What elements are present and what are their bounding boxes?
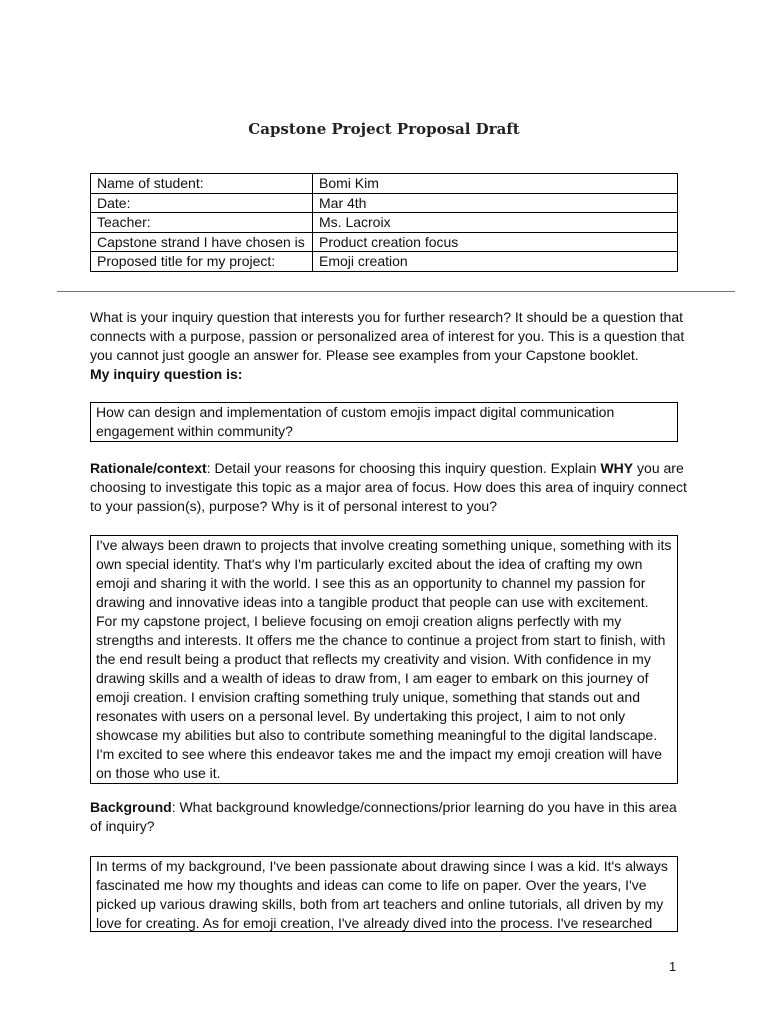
table-row — [91, 252, 678, 272]
inquiry-prompt — [90, 308, 690, 384]
inquiry-heading: My inquiry question is: — [90, 366, 243, 382]
table-value: Product creation focus — [313, 232, 678, 252]
rationale-prompt-text-a: : Detail your reasons for choosing this inquiry question. Explain — [206, 460, 601, 476]
background-label: Background — [90, 799, 172, 815]
table-label: Name of student: — [91, 174, 313, 194]
rationale-answer-box — [90, 535, 678, 784]
student-info-table — [90, 173, 678, 272]
table-label: Proposed title for my project: — [91, 252, 313, 272]
rationale-prompt-text-b: you are choosing to investigate this topic as a major area of focus. How does this area of inquiry connect to your passion(s), purpose? Why is it of personal interest to you? — [90, 460, 687, 514]
table-row — [91, 193, 678, 213]
table-row — [91, 174, 678, 194]
table-label: Capstone strand I have chosen is — [91, 232, 313, 252]
table-label: Teacher: — [91, 213, 313, 233]
rationale-label: Rationale/context — [90, 460, 207, 476]
background-prompt — [90, 798, 690, 836]
rationale-prompt — [90, 459, 690, 516]
background-answer-box — [90, 856, 678, 932]
page-number: 1 — [669, 959, 677, 974]
table-label: Date: — [91, 193, 313, 213]
section-divider — [57, 291, 735, 292]
table-value: Bomi Kim — [313, 174, 678, 194]
rationale-answer: I've always been drawn to projects that involve creating something unique, something with its own special identity. That's why I'm particularly excited about the idea of crafting my own emoji and sharing it with the world. I see this as an opportunity to channel my passion for drawing and innovative ideas into a tangible product that people can use with excitement. For my capstone project, I believe focusing on emoji creation aligns perfectly with my strengths and interests. It offers me the chance to continue a project from start to finish, with the end result being a product that reflects my creativity and vision. With confidence in my drawing skills and a wealth of ideas to draw from, I am eager to embark on this journey of emoji creation. I envision crafting something truly unique, something that stands out and resonates with users on a personal level. By undertaking this project, I aim to not only showcase my abilities but also to contribute something meaningful to the digital landscape. I'm excited to see where this endeavor takes me and the impact my emoji creation will have on those who use it. — [96, 537, 672, 781]
inquiry-prompt-text: What is your inquiry question that interests you for further research? It should be a question that connects with a purpose, passion or personalized area of interest for you. This is a question that you cannot just google an answer for. Please see examples from your Capstone booklet. — [90, 309, 685, 363]
document-title: Capstone Project Proposal Draft — [248, 120, 520, 138]
table-row — [91, 232, 678, 252]
rationale-emphasis: WHY — [600, 460, 634, 476]
table-row — [91, 213, 678, 233]
table-value: Mar 4th — [313, 193, 678, 213]
background-answer: In terms of my background, I've been passionate about drawing since I was a kid. It's always fascinated me how my thoughts and ideas can come to life on paper. Over the years, I've picked up various drawing skills, both from art teachers and online tutorials, all driven by my love for creating. As for emoji creation, I've already dived into the process. I've researched — [96, 858, 668, 931]
background-prompt-text: : What background knowledge/connections/prior learning do you have in this area of inquiry? — [90, 799, 677, 834]
table-value: Ms. Lacroix — [313, 213, 678, 233]
inquiry-answer: How can design and implementation of custom emojis impact digital communication engagement within community? — [96, 404, 615, 439]
inquiry-answer-box — [90, 402, 678, 442]
table-value: Emoji creation — [313, 252, 678, 272]
